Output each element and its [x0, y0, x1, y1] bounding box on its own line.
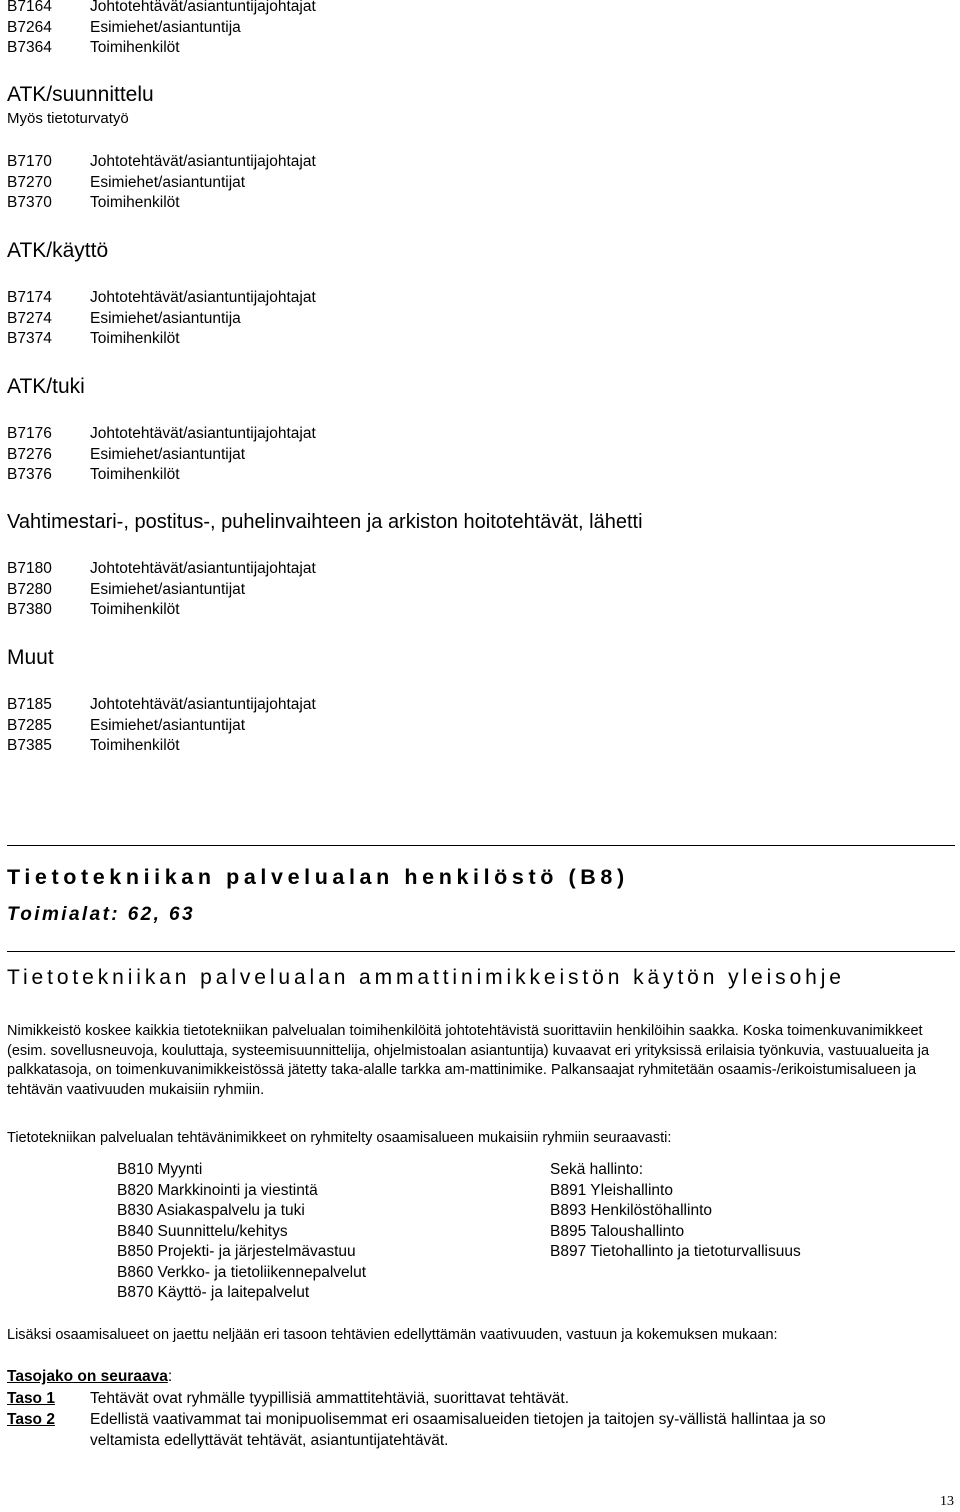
code: B7374 — [7, 330, 52, 347]
code-label: Toimihenkilöt — [90, 466, 180, 483]
code-row — [7, 173, 316, 194]
code-label: Esimiehet/asiantuntija — [90, 309, 241, 327]
code-label: Esimiehet/asiantuntijat — [90, 445, 246, 463]
page-number: 13 — [940, 1494, 954, 1509]
code-label: Esimiehet/asiantuntija — [90, 18, 241, 36]
list-item: B850 Projekti- ja järjestelmävastuu — [117, 1243, 356, 1260]
code: B7276 — [7, 445, 52, 463]
level-label: Taso 1 — [7, 1390, 55, 1407]
list-item: B820 Markkinointi ja viestintä — [117, 1181, 318, 1199]
top-code-list — [7, 0, 316, 59]
list-item: B860 Verkko- ja tietoliikennepalvelut — [117, 1263, 367, 1281]
section-heading-muut: Muut — [7, 646, 54, 669]
code-row — [7, 288, 316, 309]
level-text-continued: veltamista edellyttävät tehtävät, asiantuntijatehtävät. — [90, 1432, 449, 1449]
section-subtitle-toimialat: Toimialat: 62, 63 — [7, 904, 195, 925]
level-row — [7, 1410, 826, 1431]
list-item: B893 Henkilöstöhallinto — [550, 1202, 712, 1219]
code-label: Toimihenkilöt — [90, 194, 180, 211]
code: B7364 — [7, 39, 52, 56]
code-row — [7, 424, 316, 445]
atk-suunnittelu-code-list — [7, 152, 316, 214]
code: B7376 — [7, 466, 52, 483]
code-label: Johtotehtävät/asiantuntijajohtajat — [90, 696, 316, 713]
code-label: Johtotehtävät/asiantuntijajohtajat — [90, 560, 316, 577]
code: B7370 — [7, 194, 52, 211]
code-row — [7, 445, 316, 466]
code-label: Esimiehet/asiantuntijat — [90, 173, 246, 191]
vahtimestari-code-list — [7, 559, 316, 621]
code-row — [7, 465, 316, 486]
code: B7180 — [7, 560, 52, 577]
code-row — [7, 18, 316, 39]
competence-area-list — [117, 1160, 366, 1304]
code-row — [7, 736, 316, 757]
list-item: B895 Taloushallinto — [550, 1222, 685, 1240]
levels-heading — [7, 1368, 172, 1386]
code-row — [7, 309, 316, 330]
code: B7285 — [7, 716, 52, 734]
code-label: Johtotehtävät/asiantuntijajohtajat — [90, 0, 316, 15]
levels-intro-paragraph: Lisäksi osaamisalueet on jaettu neljään eri tasoon tehtävien edellyttämän vaativuuden, vastuun ja kokemuksen mukaan: — [7, 1327, 778, 1343]
code: B7274 — [7, 309, 52, 327]
code-row — [7, 716, 316, 737]
intro-paragraph: Nimikkeistö koskee kaikkia tietotekniikan palvelualan toimihenkilöitä johtotehtävistä suorittaviin henkilöihin saakka. Koska toimenkuvanimikkeet (esim. sovellusneuvoja, kouluttaja, systeemisuunnittelija, ohjelmistoalan asiantuntija) kuvaavat eri yrityksissä erilaisia työnkuvia, vastuualueita ja palkkatasoja, on toimenkuvanimikkeistössä jätetty taka-alalle tarkka am-mattinimike. Palkansaajat ryhmitetään osaamis-/erikoistumisalueen ja tehtävän vaativuuden mukaisiin ryhmiin. — [7, 1023, 930, 1098]
code: B7380 — [7, 601, 52, 618]
atk-tuki-code-list — [7, 424, 316, 486]
code: B7174 — [7, 289, 52, 306]
divider-middle — [7, 951, 955, 952]
list-item: B891 Yleishallinto — [550, 1181, 673, 1199]
list-item: B870 Käyttö- ja laitepalvelut — [117, 1284, 310, 1301]
code-row — [7, 0, 316, 18]
code-row — [7, 559, 316, 580]
code: B7185 — [7, 696, 52, 713]
code-row — [7, 193, 316, 214]
guide-title: Tietotekniikan palvelualan ammattinimikkeistön käytön yleisohje — [7, 966, 845, 989]
code: B7164 — [7, 0, 52, 15]
code-label: Johtotehtävät/asiantuntijajohtajat — [90, 289, 316, 306]
level-row — [7, 1389, 569, 1410]
code-row — [7, 695, 316, 716]
level-text: Tehtävät ovat ryhmälle tyypillisiä ammattitehtäviä, suorittavat tehtävät. — [90, 1390, 569, 1407]
section-heading-vahtimestari: Vahtimestari-, postitus-, puhelinvaihteen ja arkiston hoitotehtävät, lähetti — [7, 511, 643, 533]
code-row — [7, 600, 316, 621]
code-label: Johtotehtävät/asiantuntijajohtajat — [90, 153, 316, 170]
code-label: Esimiehet/asiantuntijat — [90, 580, 246, 598]
section-heading-atk-kaytto: ATK/käyttö — [7, 239, 109, 262]
levels-heading-colon: : — [167, 1368, 173, 1385]
code: B7270 — [7, 173, 52, 191]
code: B7170 — [7, 153, 52, 170]
code-row — [7, 329, 316, 350]
list-item: Sekä hallinto: — [550, 1161, 644, 1178]
administration-list — [550, 1160, 801, 1263]
section-heading-atk-suunnittelu: ATK/suunnittelu — [7, 83, 154, 106]
code-label: Toimihenkilöt — [90, 737, 180, 754]
code: B7264 — [7, 18, 52, 36]
code-label: Johtotehtävät/asiantuntijajohtajat — [90, 425, 316, 442]
code-row — [7, 38, 316, 59]
code-label: Toimihenkilöt — [90, 601, 180, 618]
code-row — [7, 580, 316, 601]
code-label: Toimihenkilöt — [90, 330, 180, 347]
code-label: Esimiehet/asiantuntijat — [90, 716, 246, 734]
code: B7385 — [7, 737, 52, 754]
code-label: Toimihenkilöt — [90, 39, 180, 56]
list-item: B810 Myynti — [117, 1161, 203, 1178]
section-subheading: Myös tietoturvatyö — [7, 110, 129, 127]
muut-code-list — [7, 695, 316, 757]
list-item: B897 Tietohallinto ja tietoturvallisuus — [550, 1243, 801, 1260]
levels-heading-text: Tasojako on seuraava — [7, 1368, 168, 1385]
code-row — [7, 152, 316, 173]
section-heading-atk-tuki: ATK/tuki — [7, 375, 85, 398]
level-text: Edellistä vaativammat tai monipuolisemmat eri osaamisalueiden tietojen ja taitojen sy-vällistä hallintaa ja so — [90, 1411, 826, 1428]
level-label: Taso 2 — [7, 1411, 55, 1428]
code: B7176 — [7, 425, 52, 442]
list-item: B830 Asiakaspalvelu ja tuki — [117, 1202, 305, 1219]
section-title-b8: Tietotekniikan palvelualan henkilöstö (B8) — [7, 865, 629, 889]
grouping-paragraph: Tietotekniikan palvelualan tehtävänimikkeet on ryhmitelty osaamisalueen mukaisiin ryhmiin seuraavasti: — [7, 1130, 672, 1146]
divider-top — [7, 845, 955, 846]
atk-kaytto-code-list — [7, 288, 316, 350]
list-item: B840 Suunnittelu/kehitys — [117, 1222, 288, 1240]
code: B7280 — [7, 580, 52, 598]
